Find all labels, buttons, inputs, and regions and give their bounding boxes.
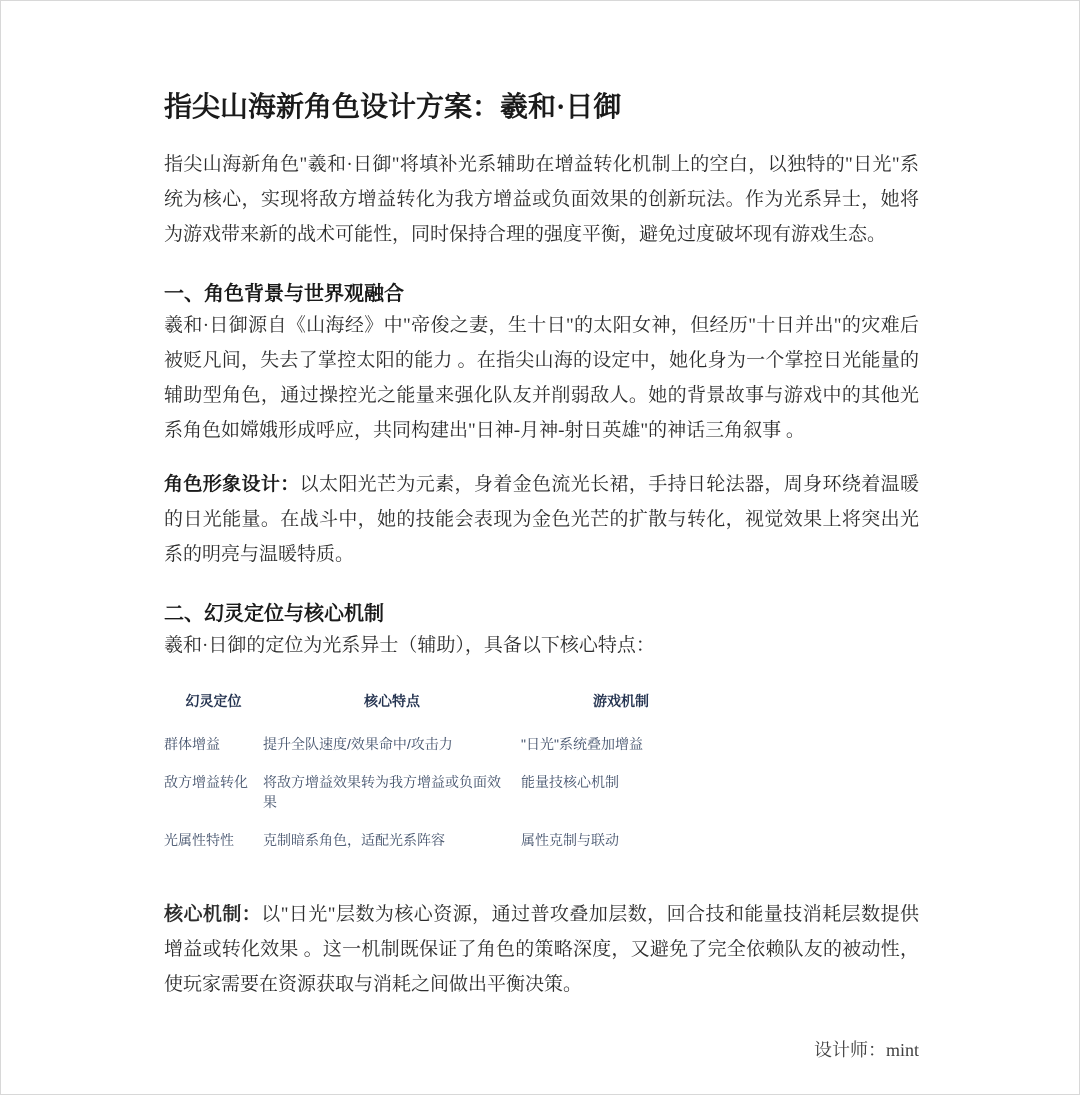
page-title: 指尖山海新角色设计方案：羲和·日御	[164, 92, 622, 123]
table-header-game-mechanics: 游戏机制	[593, 693, 649, 709]
table-cell: 属性克制与联动	[521, 832, 619, 848]
table-cell: "日光"系统叠加增益	[521, 736, 643, 752]
table-header-positioning: 幻灵定位	[185, 693, 242, 709]
core-mechanism-paragraph	[164, 897, 919, 1002]
image-design-text: 以太阳光芒为元素，身着金色流光长裙，手持日轮法器，周身环绕着温暖的日光能量。在战斗中，她的技能会表现为金色光芒的扩散与转化，视觉效果上将突出光系的明亮与温暖特质。	[164, 474, 919, 565]
intro-paragraph: 指尖山海新角色"羲和·日御"将填补光系辅助在增益转化机制上的空白，以独特的"日光"系统为核心，实现将敌方增益转化为我方增益或负面效果的创新玩法。作为光系异士，她将为游戏带来新的战术可能性，同时保持合理的强度平衡，避免过度破坏现有游戏生态。	[164, 154, 919, 245]
image-design-lead: 角色形象设计：	[164, 474, 300, 495]
table-cell: 克制暗系角色，适配光系阵容	[263, 832, 445, 848]
table-cell: 能量技核心机制	[521, 774, 619, 790]
image-design-paragraph	[164, 467, 919, 572]
table-cell: 光属性特性	[164, 832, 234, 848]
core-mechanism-lead: 核心机制：	[164, 904, 262, 925]
table-cell: 敌方增益转化	[164, 774, 248, 790]
positioning-table	[164, 691, 919, 859]
section-1-heading: 一、角色背景与世界观融合	[164, 283, 404, 305]
table-header-core-features: 核心特点	[364, 693, 420, 709]
core-mechanism-text: 以"日光"层数为核心资源，通过普攻叠加层数，回合技和能量技消耗层数提供增益或转化效果 。这一机制既保证了角色的策略深度，又避免了完全依赖队友的被动性，使玩家需要在资源获取与消耗之间做出平衡决策。	[164, 904, 919, 995]
designer-credit: 设计师：mint	[813, 1040, 919, 1060]
table-cell: 将敌方增益效果转为我方增益或负面效果	[263, 774, 501, 810]
section-2-heading: 二、幻灵定位与核心机制	[164, 603, 384, 625]
table-cell: 群体增益	[164, 736, 220, 752]
table-cell: 提升全队速度/效果命中/攻击力	[263, 736, 453, 752]
section-1-paragraph: 羲和·日御源自《山海经》中"帝俊之妻，生十日"的太阳女神，但经历"十日并出"的灾难后被贬凡间，失去了掌控太阳的能力 。在指尖山海的设定中，她化身为一个掌控日光能量的辅助型角色，通过操控光之能量来强化队友并削弱敌人。她的背景故事与游戏中的其他光系角色如嫦娥形成呼应，共同构建出"日神-月神-射日英雄"的神话三角叙事 。	[164, 315, 919, 441]
section-2-intro: 羲和·日御的定位为光系异士（辅助），具备以下核心特点：	[164, 635, 655, 656]
